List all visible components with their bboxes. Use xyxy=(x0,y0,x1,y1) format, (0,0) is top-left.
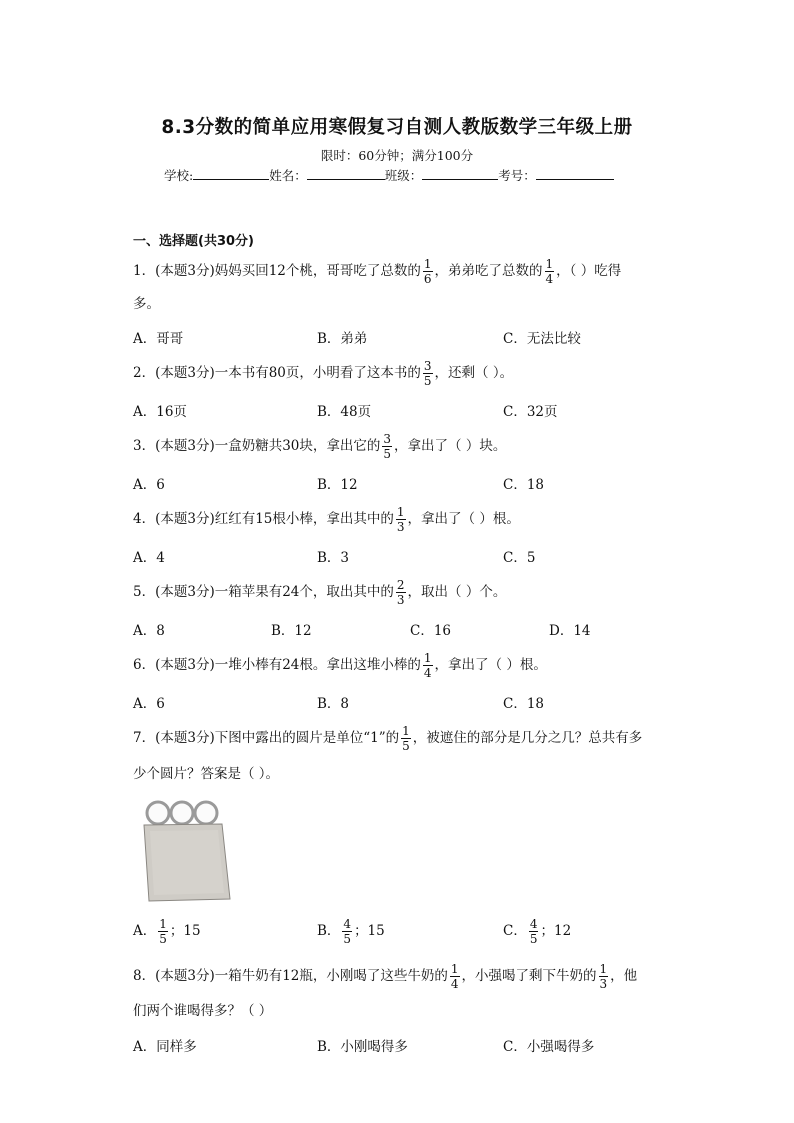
q6-option-b[interactable]: B．8 xyxy=(317,696,350,712)
covered-discs-picture xyxy=(138,800,238,902)
exam-number-label: 考号： xyxy=(498,168,536,183)
q3-fraction: $\frac{3}{5}$ xyxy=(383,432,392,461)
page-title: 8.3分数的简单应用寒假复习自测人教版数学三年级上册 xyxy=(161,117,633,138)
question-8-line-2: 们两个谁喝得多？（ ） xyxy=(133,1003,273,1019)
q6-option-a[interactable]: A．6 xyxy=(133,696,165,712)
q2-text-a: 2．(本题3分)一本书有80页，小明看了这本书的 xyxy=(133,365,421,381)
q7-option-a[interactable]: A． $\frac{1}{5}$ ；15 xyxy=(133,917,201,946)
q8-text-c: ，他 xyxy=(610,968,638,984)
question-2 xyxy=(133,360,513,387)
class-label: 班级： xyxy=(384,168,423,183)
question-4 xyxy=(133,506,520,533)
q3-option-b[interactable]: B．12 xyxy=(317,477,358,493)
student-info-line xyxy=(164,166,614,184)
q6-text-b: ，拿出了（ ）根。 xyxy=(434,657,547,673)
q7-option-b[interactable]: B． $\frac{4}{5}$ ；15 xyxy=(317,917,385,946)
disc-2-icon xyxy=(171,802,193,824)
q4-fraction: $\frac{1}{3}$ xyxy=(396,505,405,534)
name-label: 姓名： xyxy=(269,168,307,183)
q8-text-a: 8．(本题3分)一箱牛奶有12瓶，小刚喝了这些牛奶的 xyxy=(133,968,448,984)
question-6 xyxy=(133,652,547,679)
disc-3-icon xyxy=(195,802,217,824)
q1-fraction-1: $\frac{1}{6}$ xyxy=(423,257,432,286)
q5-text-b: ，取出（ ）个。 xyxy=(407,584,507,600)
time-limit-note: 限时：60分钟；满分100分 xyxy=(320,148,474,163)
q4-option-b[interactable]: B．3 xyxy=(317,550,350,566)
q3-option-c[interactable]: C．18 xyxy=(503,477,545,493)
q1-option-a[interactable]: A．哥哥 xyxy=(133,331,184,347)
disc-1-icon xyxy=(147,802,169,824)
q4-option-c[interactable]: C．5 xyxy=(503,550,536,566)
q7-text-a: 7．(本题3分)下图中露出的圆片是单位“1”的 xyxy=(133,730,400,746)
q1-option-b[interactable]: B．弟弟 xyxy=(317,331,368,347)
school-label: 学校: xyxy=(164,168,194,183)
q3-option-a[interactable]: A．6 xyxy=(133,477,165,493)
q4-text-a: 4．(本题3分)红红有15根小棒，拿出其中的 xyxy=(133,511,394,527)
q8-option-b[interactable]: B．小刚喝得多 xyxy=(317,1039,408,1055)
q2-fraction: $\frac{3}{5}$ xyxy=(423,359,432,388)
q6-text-a: 6．(本题3分)一堆小棒有24根。拿出这堆小棒的 xyxy=(133,657,421,673)
q5-option-c[interactable]: C．16 xyxy=(410,623,452,639)
school-blank[interactable] xyxy=(193,167,269,180)
q1-text-c: ，（ ）吃得 xyxy=(556,263,622,279)
question-7-line-2: 少个圆片？答案是（ ）。 xyxy=(133,766,280,782)
q5-option-d[interactable]: D．14 xyxy=(549,623,591,639)
q6-option-c[interactable]: C．18 xyxy=(503,696,545,712)
q5-text-a: 5．(本题3分)一箱苹果有24个，取出其中的 xyxy=(133,584,394,600)
question-1-line-2: 多。 xyxy=(133,296,160,312)
q3-text-a: 3．(本题3分)一盒奶糖共30块，拿出它的 xyxy=(133,438,381,454)
q1-option-c[interactable]: C．无法比较 xyxy=(503,331,581,347)
name-blank[interactable] xyxy=(307,167,385,180)
q2-option-b[interactable]: B．48页 xyxy=(317,404,372,420)
q5-option-a[interactable]: A．8 xyxy=(133,623,165,639)
question-5 xyxy=(133,579,506,606)
q7-fraction: $\frac{1}{5}$ xyxy=(402,724,410,753)
q4-text-b: ，拿出了（ ）根。 xyxy=(407,511,520,527)
question-1 xyxy=(133,258,621,285)
q4-option-a[interactable]: A．4 xyxy=(133,550,165,566)
q5-option-b[interactable]: B．12 xyxy=(271,623,312,639)
q5-fraction: $\frac{2}{3}$ xyxy=(396,578,405,607)
question-8 xyxy=(133,963,637,990)
q2-option-a[interactable]: A．16页 xyxy=(133,404,187,420)
q7-option-c[interactable]: C． $\frac{4}{5}$ ；12 xyxy=(503,917,572,946)
section-heading: 一、选择题(共30分) xyxy=(133,234,254,249)
q2-text-b: ，还剩（ ）。 xyxy=(434,365,514,381)
q3-text-b: ，拿出了（ ）块。 xyxy=(394,438,507,454)
question-3 xyxy=(133,433,506,460)
q8-option-c[interactable]: C．小强喝得多 xyxy=(503,1039,595,1055)
q1-text-b: ，弟弟吃了总数的 xyxy=(434,263,543,279)
exam-number-blank[interactable] xyxy=(536,167,614,180)
class-blank[interactable] xyxy=(422,167,498,180)
q8-fraction-1: $\frac{1}{4}$ xyxy=(450,962,459,991)
question-7 xyxy=(133,725,642,752)
q6-fraction: $\frac{1}{4}$ xyxy=(423,651,432,680)
q8-fraction-2: $\frac{1}{3}$ xyxy=(599,962,608,991)
q7-text-b: ，被遮住的部分是几分之几？总共有多 xyxy=(412,730,643,746)
q8-text-b: ，小强喝了剩下牛奶的 xyxy=(461,968,597,984)
q1-text-a: 1．(本题3分)妈妈买回12个桃，哥哥吃了总数的 xyxy=(133,263,421,279)
q8-option-a[interactable]: A．同样多 xyxy=(133,1039,197,1055)
q1-fraction-2: $\frac{1}{4}$ xyxy=(545,257,554,286)
q2-option-c[interactable]: C．32页 xyxy=(503,404,558,420)
